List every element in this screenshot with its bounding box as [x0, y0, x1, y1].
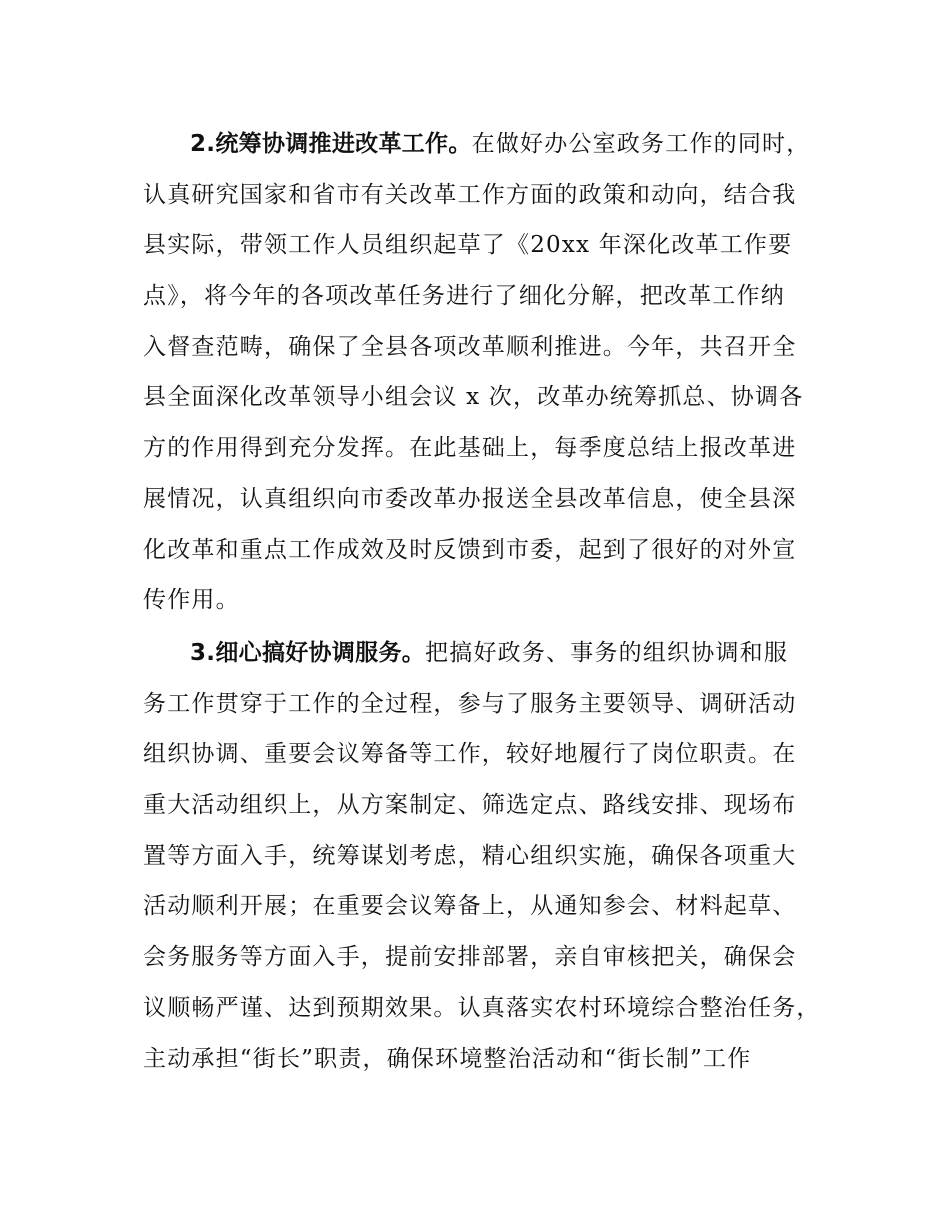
paragraph-heading: 2.统筹协调推进改革工作。: [190, 131, 472, 157]
paragraph-line: 务工作贯穿于工作的全过程，参与了服务主要领导、调研活动: [143, 690, 797, 717]
paragraph-line: 认真研究国家和省市有关改革工作方面的政策和动向，结合我: [143, 181, 797, 208]
paragraph-line: 县全面深化改革领导小组会议 x 次，改革办统筹抓总、协调各: [143, 384, 804, 411]
paragraph-reform-coordination: [143, 119, 833, 626]
paragraph-line: 重大活动组织上，从方案制定、筛选定点、路线安排、现场布: [143, 792, 797, 819]
paragraph-line: 展情况，认真组织向市委改革办报送全县改革信息，使全县深: [143, 485, 797, 512]
paragraph-line: 化改革和重点工作成效及时反馈到市委，起到了很好的对外宣: [143, 536, 797, 563]
paragraph-text: 把搞好政务、事务的组织协调和服: [425, 640, 789, 666]
paragraph-line: 活动顺利开展；在重要会议筹备上，从通知参会、材料起草、: [143, 893, 797, 920]
paragraph-text: 在做好办公室政务工作的同时，: [471, 131, 811, 157]
paragraph-line: 传作用。: [143, 587, 240, 614]
paragraph-line: 方的作用得到充分发挥。在此基础上，每季度总结上报改革进: [143, 435, 797, 462]
paragraph-line: 组织协调、重要会议筹备等工作，较好地履行了岗位职责。在: [143, 741, 797, 768]
paragraph-line: 会务服务等方面入手，提前安排部署，亲自审核把关，确保会: [143, 944, 797, 971]
paragraph-line: 主动承担“街长”职责，确保环境整治活动和“街长制”工作: [143, 1045, 752, 1072]
paragraph-first-line: [143, 119, 833, 170]
paragraph-first-line: [143, 628, 833, 679]
paragraph-heading: 3.细心搞好协调服务。: [190, 640, 426, 666]
paragraph-line: 县实际，带领工作人员组织起草了《20xx 年深化改革工作要: [143, 232, 793, 259]
paragraph-line: 点》，将今年的各项改革任务进行了细化分解，把改革工作纳: [143, 283, 785, 310]
paragraph-coordination-service: [143, 628, 833, 1084]
paragraph-line: 入督查范畴，确保了全县各项改革顺利推进。今年，共召开全: [143, 333, 797, 360]
paragraph-line: 置等方面入手，统筹谋划考虑，精心组织实施，确保各项重大: [143, 842, 797, 869]
paragraph-line: 议顺畅严谨、达到预期效果。认真落实农村环境综合整治任务，: [143, 994, 821, 1021]
